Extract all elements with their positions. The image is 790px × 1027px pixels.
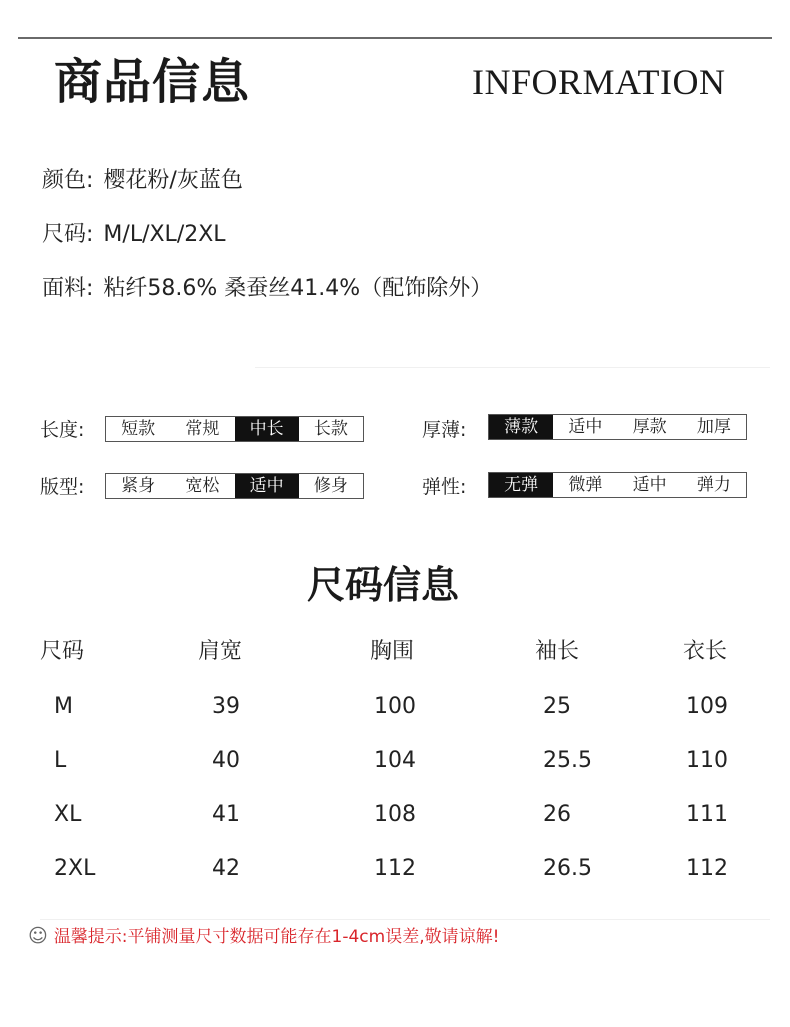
option-length: 常规 xyxy=(185,419,220,439)
cell-shoulder: 41 xyxy=(212,802,240,827)
info-label: 尺码: xyxy=(42,222,94,247)
cell-length: 110 xyxy=(686,748,728,773)
table-row xyxy=(40,795,750,835)
option-thickness: 适中 xyxy=(568,417,603,437)
cell-length: 109 xyxy=(686,694,728,719)
table-row xyxy=(40,849,750,889)
page-title: 商品信息 xyxy=(54,54,251,110)
table-row xyxy=(40,741,750,781)
cell-size: 2XL xyxy=(54,856,96,881)
page-title-english: INFORMATION xyxy=(472,62,726,102)
option-fit: 修身 xyxy=(313,476,348,496)
cell-chest: 104 xyxy=(374,748,416,773)
cell-chest: 108 xyxy=(374,802,416,827)
section-divider xyxy=(255,367,770,368)
info-row-color xyxy=(42,166,243,196)
option-length: 中长 xyxy=(235,417,299,441)
cell-shoulder: 40 xyxy=(212,748,240,773)
option-length: 短款 xyxy=(121,419,156,439)
option-elasticity: 弹力 xyxy=(696,475,731,495)
measurement-note xyxy=(28,921,499,952)
option-thickness: 厚款 xyxy=(632,417,667,437)
cell-sleeve: 26.5 xyxy=(543,856,592,881)
cell-chest: 112 xyxy=(374,856,416,881)
info-value: 粘纤58.6% 桑蚕丝41.4%（配饰除外） xyxy=(103,276,493,301)
attr-label-thickness: 厚薄: xyxy=(422,419,467,441)
info-label: 颜色: xyxy=(42,168,94,193)
column-header-size: 尺码 xyxy=(40,639,85,664)
cell-length: 111 xyxy=(686,802,728,827)
cell-sleeve: 26 xyxy=(543,802,571,827)
cell-shoulder: 42 xyxy=(212,856,240,881)
column-header-sleeve: 袖长 xyxy=(535,639,580,664)
fit-options xyxy=(105,473,364,499)
smile-icon: ☺ xyxy=(28,925,48,947)
length-options xyxy=(105,416,364,442)
option-fit: 紧身 xyxy=(121,476,156,496)
column-header-length: 衣长 xyxy=(683,639,728,664)
cell-sleeve: 25.5 xyxy=(543,748,592,773)
table-row xyxy=(40,687,750,727)
info-label: 面料: xyxy=(42,276,94,301)
note-text: 温馨提示:平铺测量尺寸数据可能存在1-4cm误差,敬请谅解! xyxy=(53,927,500,947)
cell-size: XL xyxy=(54,802,82,827)
thickness-options xyxy=(488,414,747,440)
cell-size: L xyxy=(54,748,67,773)
size-section-title: 尺码信息 xyxy=(306,563,459,607)
info-row-fabric xyxy=(42,274,492,304)
attr-label-fit: 版型: xyxy=(40,476,85,498)
info-value: 樱花粉/灰蓝色 xyxy=(103,168,243,193)
cell-length: 112 xyxy=(686,856,728,881)
option-elasticity: 适中 xyxy=(632,475,667,495)
option-fit: 适中 xyxy=(235,474,299,498)
option-elasticity: 微弹 xyxy=(568,475,603,495)
cell-size: M xyxy=(54,694,73,719)
cell-sleeve: 25 xyxy=(543,694,571,719)
table-header-row xyxy=(40,632,750,672)
option-fit: 宽松 xyxy=(185,476,220,496)
info-row-size xyxy=(42,220,226,250)
option-thickness: 加厚 xyxy=(696,417,731,437)
info-value: M/L/XL/2XL xyxy=(103,222,226,247)
option-elasticity: 无弹 xyxy=(489,473,553,497)
option-thickness: 薄款 xyxy=(489,415,553,439)
top-divider xyxy=(18,37,772,39)
table-divider xyxy=(40,919,770,920)
option-length: 长款 xyxy=(313,419,348,439)
attr-label-elasticity: 弹性: xyxy=(422,476,467,498)
cell-shoulder: 39 xyxy=(212,694,240,719)
attr-label-length: 长度: xyxy=(40,419,85,441)
elasticity-options xyxy=(488,472,747,498)
column-header-shoulder: 肩宽 xyxy=(198,639,243,664)
cell-chest: 100 xyxy=(374,694,416,719)
column-header-chest: 胸围 xyxy=(370,639,415,664)
